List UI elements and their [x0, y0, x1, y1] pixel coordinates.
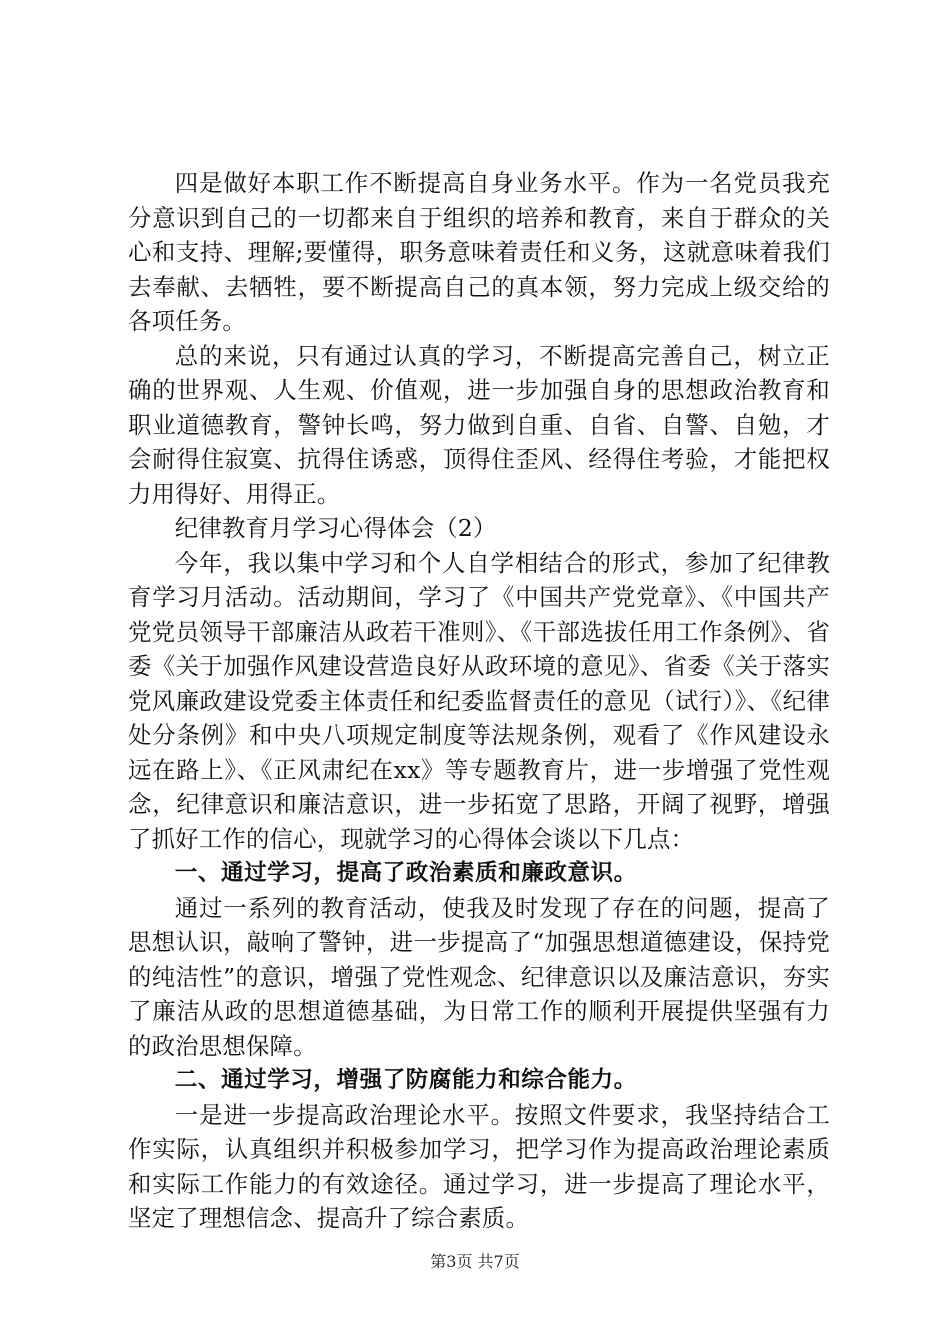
document-body — [128, 166, 830, 1236]
paragraph-summary: 总的来说，只有通过认真的学习，不断提高完善自己，树立正确的世界观、人生观、价值观，进一步加强自身的思想政治教育和职业道德教育，警钟长鸣，努力做到自重、自省、自警、自勉，才会耐得住寂寞、抗得住诱惑，顶得住歪风、经得住考验，才能把权力用得好、用得正。 — [128, 341, 830, 508]
heading-anti-corruption: 二、通过学习，增强了防腐能力和综合能力。 — [174, 1067, 637, 1093]
paragraph-duty: 四是做好本职工作不断提高自身业务水平。作为一名党员我充分意识到自己的一切都来自于组织的培养和教育，来自于群众的关心和支持、理解;要懂得，职务意味着责任和义务，这就意味着我们去奉献、去牺牲，要不断提高自己的真本领，努力完成上级交给的各项任务。 — [128, 169, 830, 335]
paragraph-theory-level: 一是进一步提高政治理论水平。按照文件要求，我坚持结合工作实际，认真组织并积极参加学习，把学习作为提高政治理论素质和实际工作能力的有效途径。通过学习，进一步提高了理论水平，坚定了理想信念、提高升了综合素质。 — [128, 1100, 830, 1232]
section-title: 纪律教育月学习心得体会（2） — [174, 514, 497, 542]
paragraph-education-activity: 通过一系列的教育活动，使我及时发现了存在的问题，提高了思想认识，敲响了警钟，进一步提高了“加强思想道德建设，保持党的纯洁性”的意识，增强了党性观念、纪律意识以及廉洁意识，夯实了廉洁从政的思想道德基础，为日常工作的顺利开展提供坚强有力的政治思想保障。 — [128, 893, 830, 1060]
page-number-footer: 第3页 共7页 — [430, 1252, 520, 1271]
paragraph-intro: 今年，我以集中学习和个人自学相结合的形式，参加了纪律教育学习月活动。活动期间，学习了《中国共产党党章》、《中国共产党党员领导干部廉洁从政若干准则》、《干部选拔任用工作条例》、省委《关于加强作风建设营造良好从政环境的意见》、省委《关于落实党风廉政建设党委主体责任和纪委监督责任的意见（试行）》、《纪律处分条例》和中央八项规定制度等法规条例，观看了《作风建设永远在路上》、《正风肃纪在xx》等专题教育片，进一步增强了党性观念，纪律意识和廉洁意识，进一步拓宽了思路，开阔了视野，增强了抓好工作的信心，现就学习的心得体会谈以下几点： — [128, 548, 830, 853]
heading-political-quality: 一、通过学习，提高了政治素质和廉政意识。 — [174, 860, 637, 886]
